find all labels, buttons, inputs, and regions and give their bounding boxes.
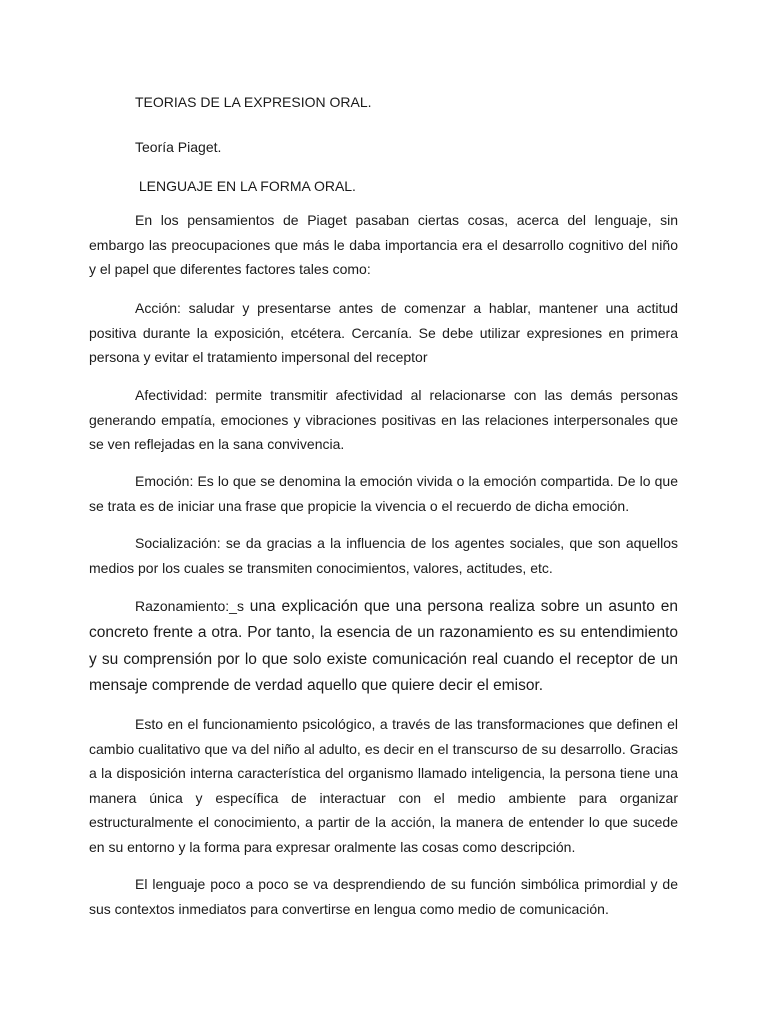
afectividad-paragraph	[89, 383, 678, 457]
accion-term: Acción:	[135, 300, 181, 316]
emocion-text: Es lo que se denomina la emoción vivida o la emoción compartida. De lo que se trata es de iniciar una frase que propicie la vivencia o el recuerdo de dicha emoción.	[89, 473, 678, 514]
socializacion-term: Socialización:	[135, 535, 221, 551]
theory-heading: Teoría Piaget.	[135, 139, 222, 155]
accion-text: saludar y presentarse antes de comenzar a hablar, mantener una actitud positiva durante la exposición, etcétera. Cercanía. Se debe utilizar expresiones en primera persona y evitar el tratamiento impersonal del receptor	[89, 300, 678, 366]
afectividad-term: Afectividad:	[135, 387, 208, 403]
razonamiento-text: una explicación que una persona realiza sobre un asunto en concreto frente a otra. Por tanto, la esencia de un razonamiento es su entendimiento y su comprensión por lo que solo existe comunicación real cuando el receptor de un mensaje comprende de verdad aquello que quiere decir el emisor.	[89, 598, 678, 694]
lenguaje-paragraph: El lenguaje poco a poco se va desprendiendo de su función simbólica primordial y de sus contextos inmediatos para convertirse en lengua como medio de comunicación.	[89, 876, 678, 917]
section-heading: LENGUAJE EN LA FORMA ORAL.	[135, 178, 356, 194]
funcionamiento-paragraph: Esto en el funcionamiento psicológico, a través de las transformaciones que definen el cambio cualitativo que va del niño al adulto, es decir en el transcurso de su desarrollo. Gracias a la disposición interna característica del organismo llamado inteligencia, la persona tiene una manera única y específica de interactuar con el medio ambiente para organizar estructuralmente el conocimiento, a partir de la acción, la manera de entender lo que sucede en su entorno y la forma para expresar oralmente las cosas como descripción.	[89, 716, 678, 855]
emocion-term: Emoción:	[135, 473, 194, 489]
socializacion-paragraph	[89, 531, 678, 580]
socializacion-text: se da gracias a la influencia de los agentes sociales, que son aquellos medios por los cuales se transmiten conocimientos, valores, actitudes, etc.	[89, 535, 678, 576]
emocion-paragraph	[89, 469, 678, 518]
afectividad-text: permite transmitir afectividad al relacionarse con las demás personas generando empatía, emociones y vibraciones positivas en las relaciones interpersonales que se ven reflejadas en la sana convivencia.	[89, 387, 678, 453]
accion-paragraph	[89, 296, 678, 370]
razonamiento-paragraph	[89, 593, 678, 699]
razonamiento-term: Razonamiento:_s	[135, 598, 244, 614]
intro-paragraph: En los pensamientos de Piaget pasaban ciertas cosas, acerca del lenguaje, sin embargo las preocupaciones que más le daba importancia era el desarrollo cognitivo del niño y el papel que diferentes factores tales como:	[89, 212, 678, 278]
document-title: TEORIAS DE LA EXPRESION ORAL.	[135, 94, 372, 110]
